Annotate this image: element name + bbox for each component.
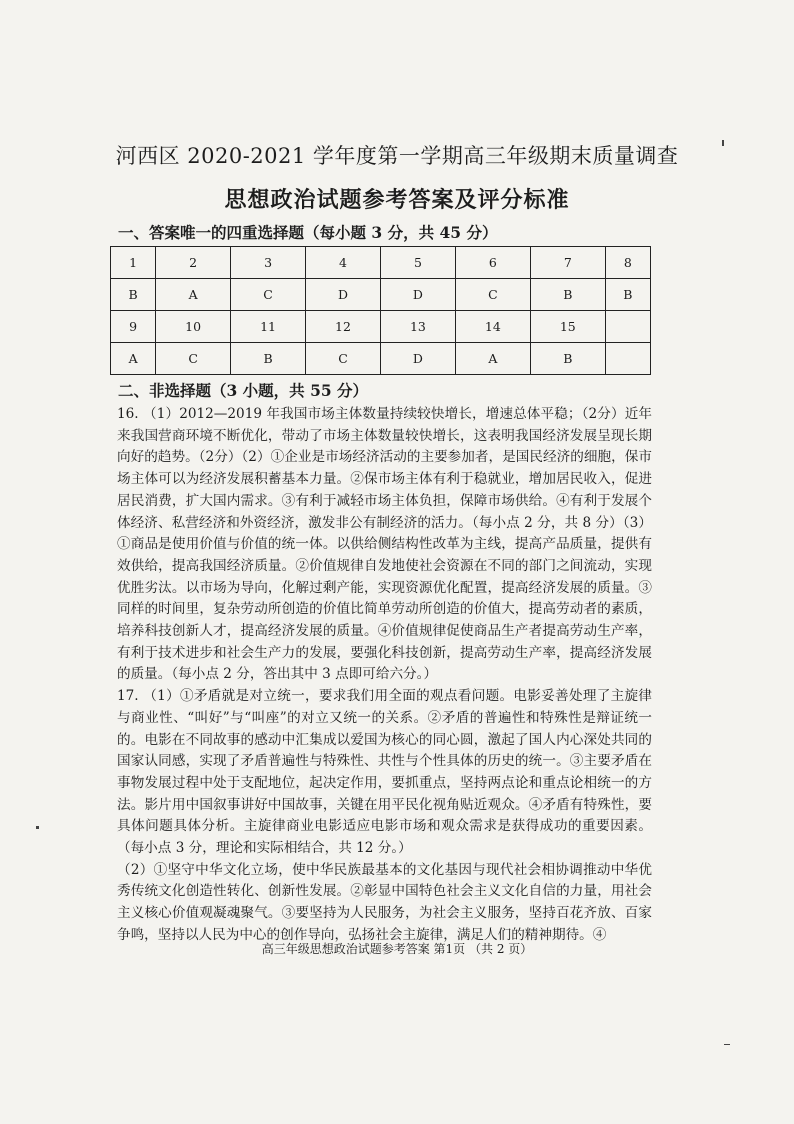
table-cell: A bbox=[111, 343, 156, 375]
table-cell: B bbox=[231, 343, 306, 375]
document-subtitle: 思想政治试题参考答案及评分标准 bbox=[224, 187, 570, 213]
table-row bbox=[111, 247, 651, 279]
answer-paragraph-17-2: （2）①坚守中华文化立场，使中华民族最基本的文化基因与现代社会相协调推动中华优秀传统文化创造性转化、创新性发展。②彰显中国特色社会主义文化自信的力量，用社会主义核心价值观凝魂聚气。③要坚持为人民服务，为社会主义服务，坚持百花齐放、百家争鸣，坚持以人民为中心的创作导向，弘扬社会主旋律，满足人们的精神期待。④ bbox=[117, 861, 652, 943]
table-cell: 11 bbox=[231, 311, 306, 343]
table-cell: A bbox=[455, 343, 530, 375]
table-cell: B bbox=[111, 279, 156, 311]
scan-speck bbox=[36, 826, 39, 829]
table-cell: 13 bbox=[380, 311, 455, 343]
section-heading-choice: 一、答案唯一的四重选择题（每小题 3 分，共 45 分） bbox=[118, 223, 498, 242]
table-cell: 10 bbox=[156, 311, 231, 343]
table-cell: D bbox=[380, 343, 455, 375]
table-cell: B bbox=[530, 279, 605, 311]
table-cell: 14 bbox=[455, 311, 530, 343]
table-cell: B bbox=[605, 279, 650, 311]
answer-paragraph-16: 16. （1）2012—2019 年我国市场主体数量持续较快增长，增速总体平稳；（2分）近年来我国营商环境不断优化，带动了市场主体数量较快增长，这表明我国经济发展呈现长期向好的趋势。（2分）（2）①企业是市场经济活动的主要参加者，是国民经济的细胞，保市场主体可以为经济发展积蓄基本力量。②保市场主体有利于稳就业，增加居民收入，促进居民消费，扩大国内需求。③有利于减轻市场主体负担，保障市场供给。④有利于发展个体经济、私营经济和外资经济，激发非公有制经济的活力。（每小点 2 分，共 8 分）（3）①商品是使用价值与价值的统一体。以供给侧结构性改革为主线，提高产品质量，提供有效供给，提高我国经济质量。②价值规律自发地使社会资源在不同的部门之间流动，实现优胜劣汰。以市场为导向，化解过剩产能，实现资源优化配置，提高经济发展的质量。③同样的时间里，复杂劳动所创造的价值比简单劳动所创造的价值大，提高劳动者的素质，培养科技创新人才，提高经济发展的质量。④价值规律促使商品生产者提高劳动生产率，有利于技术进步和社会生产力的发展，要强化科技创新，提高劳动生产率，提高经济发展的质量。（每小点 2 分，答出其中 3 点即可给六分。） bbox=[117, 406, 652, 683]
answer-paragraph-17-1: 17. （1）①矛盾就是对立统一，要求我们用全面的观点看问题。电影妥善处理了主旋律与商业性、“叫好”与“叫座”的对立又统一的关系。②矛盾的普遍性和特殊性是辩证统一的。电影在不同故事的感动中汇集成以爱国为核心的同心圆，激起了国人内心深处共同的国家认同感，实现了矛盾普遍性与特殊性、共性与个性具体的历史的统一。③主要矛盾在事物发展过程中处于支配地位，起决定作用，要抓重点，坚持两点论和重点论相统一的方法。影片用中国叙事讲好中国故事，关键在用平民化视角贴近观众。④矛盾有特殊性，要具体问题具体分析。主旋律商业电影适应电影市场和观众需求是获得成功的重要因素。（每小点 3 分，理论和实际相结合，共 12 分。） bbox=[117, 688, 652, 857]
table-cell: 15 bbox=[530, 311, 605, 343]
table-cell: C bbox=[306, 343, 381, 375]
table-cell: C bbox=[231, 279, 306, 311]
table-cell bbox=[605, 311, 650, 343]
table-cell: A bbox=[156, 279, 231, 311]
document-title: 河西区 2020-2021 学年度第一学期高三年级期末质量调查 bbox=[115, 144, 679, 168]
table-cell: 8 bbox=[605, 247, 650, 279]
table-cell: 2 bbox=[156, 247, 231, 279]
scan-speck bbox=[724, 1044, 730, 1045]
table-cell bbox=[605, 343, 650, 375]
table-cell: 6 bbox=[455, 247, 530, 279]
table-row bbox=[111, 279, 651, 311]
table-cell: D bbox=[306, 279, 381, 311]
table-cell: 7 bbox=[530, 247, 605, 279]
table-cell: 9 bbox=[111, 311, 156, 343]
table-row bbox=[111, 311, 651, 343]
table-cell: 12 bbox=[306, 311, 381, 343]
table-cell: 5 bbox=[380, 247, 455, 279]
scan-speck bbox=[722, 140, 724, 146]
section-heading-nonchoice: 二、非选择题（3 小题，共 55 分） bbox=[118, 381, 369, 400]
table-cell: B bbox=[530, 343, 605, 375]
answer-body-text bbox=[117, 404, 652, 947]
table-cell: C bbox=[455, 279, 530, 311]
table-row bbox=[111, 343, 651, 375]
table-cell: 4 bbox=[306, 247, 381, 279]
page-footer: 高三年级思想政治试题参考答案 第1页 （共 2 页） bbox=[261, 942, 533, 956]
table-cell: 3 bbox=[231, 247, 306, 279]
table-cell: 1 bbox=[111, 247, 156, 279]
table-cell: C bbox=[156, 343, 231, 375]
answer-table bbox=[110, 246, 651, 375]
table-cell: D bbox=[380, 279, 455, 311]
